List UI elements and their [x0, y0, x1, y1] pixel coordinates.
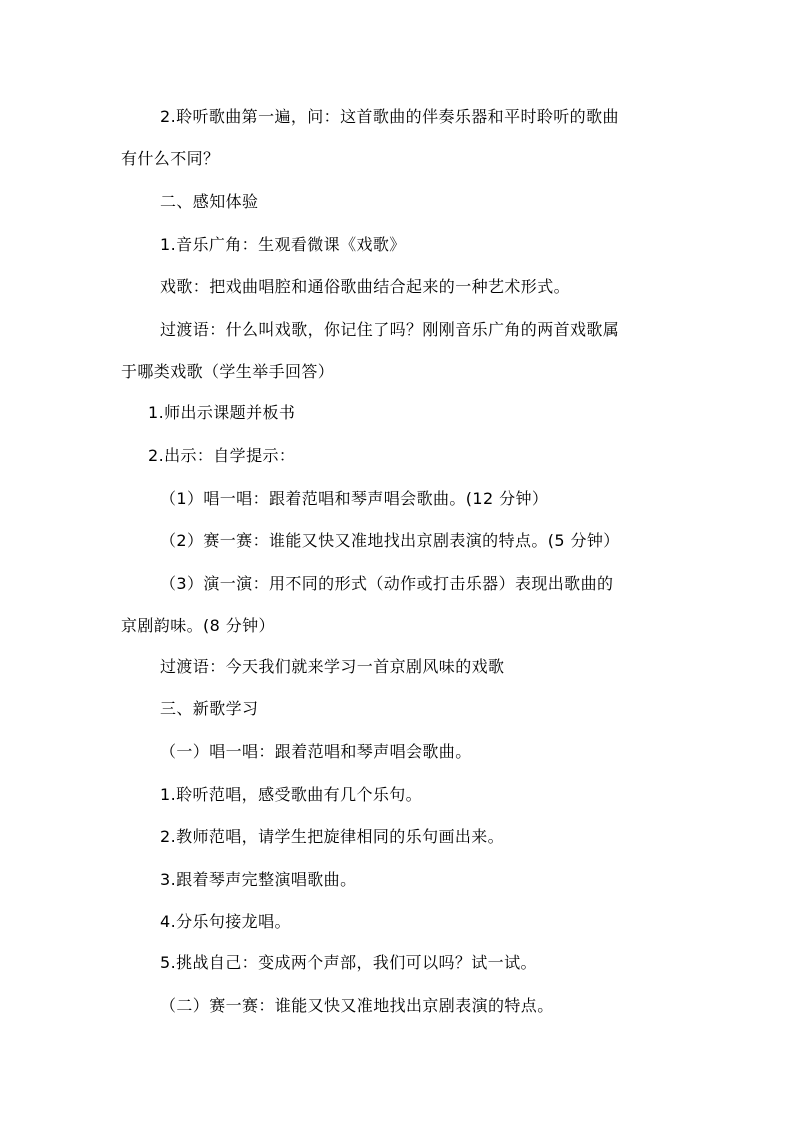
text-line: （3）演一演：用不同的形式（动作或打击乐器）表现出歌曲的: [160, 574, 614, 593]
text-line: （1）唱一唱：跟着范唱和琴声唱会歌曲。(12 分钟）: [160, 489, 549, 508]
text-line: （2）赛一赛：谁能又快又准地找出京剧表演的特点。(5 分钟）: [160, 531, 620, 550]
text-line: 5.挑战自己：变成两个声部，我们可以吗？试一试。: [160, 953, 537, 972]
text-line: （二）赛一赛：谁能又快又准地找出京剧表演的特点。: [160, 996, 554, 1015]
text-line: 2.聆听歌曲第一遍，问：这首歌曲的伴奏乐器和平时聆听的歌曲: [160, 107, 619, 126]
section-heading: 三、新歌学习: [160, 699, 259, 718]
text-line: 2.出示：自学提示：: [148, 446, 296, 465]
text-line: 戏歌：把戏曲唱腔和通俗歌曲结合起来的一种艺术形式。: [160, 277, 571, 296]
text-line: 过渡语：今天我们就来学习一首京剧风味的戏歌: [160, 657, 505, 676]
text-line: 4.分乐句接龙唱。: [160, 912, 291, 931]
text-line: 于哪类戏歌（学生举手回答）: [121, 362, 335, 381]
text-line: 过渡语：什么叫戏歌，你记住了吗？刚刚音乐广角的两首戏歌属: [160, 320, 620, 339]
text-line: 1.师出示课题并板书: [148, 403, 296, 422]
text-line: 京剧韵味。(8 分钟）: [121, 616, 275, 635]
text-line: 1.音乐广角：生观看微课《戏歌》: [160, 235, 406, 254]
section-heading: 二、感知体验: [160, 192, 259, 211]
text-line: 2.教师范唱，请学生把旋律相同的乐句画出来。: [160, 827, 505, 846]
text-line: （一）唱一唱：跟着范唱和琴声唱会歌曲。: [160, 742, 472, 761]
text-line: 有什么不同？: [121, 149, 220, 168]
text-line: 3.跟着琴声完整演唱歌曲。: [160, 870, 357, 889]
text-line: 1.聆听范唱，感受歌曲有几个乐句。: [160, 785, 423, 804]
